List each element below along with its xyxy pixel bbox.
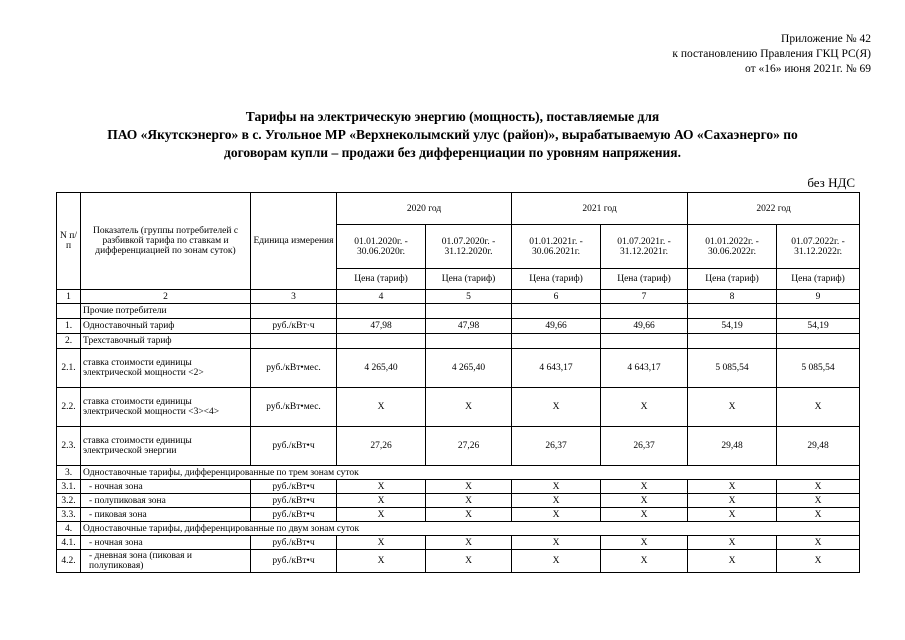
row-number: 2.2. xyxy=(57,388,81,427)
row-name: - полупиковая зона xyxy=(81,494,251,508)
table-row xyxy=(57,536,860,550)
header-price: Цена (тариф) xyxy=(426,269,512,290)
vat-note: без НДС xyxy=(807,175,855,190)
row-value: X xyxy=(512,508,601,522)
title-line-2: ПАО «Якутскэнерго» в с. Угольное МР «Верхнеколымский улус (район)», вырабатываемую АО «Сахаэнерго» по xyxy=(107,127,798,142)
table-row xyxy=(57,550,860,573)
header-price: Цена (тариф) xyxy=(601,269,688,290)
row-unit: руб./кВт•ч xyxy=(251,536,337,550)
row-value: X xyxy=(426,508,512,522)
row-value: X xyxy=(688,550,777,573)
row-unit: руб./кВт•мес. xyxy=(251,388,337,427)
row-value: X xyxy=(777,480,860,494)
row-value: X xyxy=(337,388,426,427)
header-unit: Единица измерения xyxy=(251,193,337,290)
row-value: 54,19 xyxy=(688,319,777,334)
row-value: X xyxy=(512,536,601,550)
col-number: 5 xyxy=(426,290,512,304)
col-number: 7 xyxy=(601,290,688,304)
header-period: 01.01.2021г. - 30.06.2021г. xyxy=(512,225,601,269)
col-number: 8 xyxy=(688,290,777,304)
col-number: 6 xyxy=(512,290,601,304)
header-row-years xyxy=(57,193,860,225)
row-value: 26,37 xyxy=(512,427,601,466)
row-value: X xyxy=(601,480,688,494)
row-value: 26,37 xyxy=(601,427,688,466)
row-value: 4 265,40 xyxy=(426,349,512,388)
title-line-1: Тарифы на электрическую энергию (мощность), поставляемые для xyxy=(245,109,660,124)
row-value: X xyxy=(512,388,601,427)
table-row xyxy=(57,319,860,334)
row-value: X xyxy=(601,508,688,522)
col-number: 4 xyxy=(337,290,426,304)
header-period: 01.01.2022г. - 30.06.2022г. xyxy=(688,225,777,269)
row-number: 3.2. xyxy=(57,494,81,508)
row-value: X xyxy=(688,494,777,508)
table-row xyxy=(57,480,860,494)
table-row xyxy=(57,427,860,466)
row-value: 29,48 xyxy=(777,427,860,466)
row-value: 49,66 xyxy=(601,319,688,334)
row-unit: руб./кВт•ч xyxy=(251,508,337,522)
row-name: - пиковая зона xyxy=(81,508,251,522)
row-value: 29,48 xyxy=(688,427,777,466)
document-title xyxy=(40,108,865,162)
table-row xyxy=(57,334,860,349)
section-label: Прочие потребители xyxy=(81,304,251,319)
row-value: X xyxy=(777,550,860,573)
row-unit: руб./кВт•ч xyxy=(251,480,337,494)
row-number: 1. xyxy=(57,319,81,334)
appendix-number: Приложение № 42 xyxy=(781,33,871,45)
row-number: 2.1. xyxy=(57,349,81,388)
row-name: ставка стоимости единицы электрической энергии xyxy=(81,427,251,466)
header-price: Цена (тариф) xyxy=(688,269,777,290)
title-line-3: договорам купли – продажи без дифференциации по уровням напряжения. xyxy=(224,145,681,160)
col-number: 3 xyxy=(251,290,337,304)
table-row xyxy=(57,349,860,388)
header-period: 01.07.2020г. - 31.12.2020г. xyxy=(426,225,512,269)
row-value: 5 085,54 xyxy=(777,349,860,388)
row-number: 3. xyxy=(57,466,81,480)
row-number: 4.1. xyxy=(57,536,81,550)
appendix-date: от «16» июня 2021г. № 69 xyxy=(745,63,871,75)
row-value: 27,26 xyxy=(337,427,426,466)
row-value: X xyxy=(688,388,777,427)
row-number: 4.2. xyxy=(57,550,81,573)
row-value: X xyxy=(426,494,512,508)
header-indicator: Показатель (группы потребителей с разбивкой тарифа по ставкам и дифференциацией по зонам суток) xyxy=(81,193,251,290)
row-value: X xyxy=(426,550,512,573)
row-name: ставка стоимости единицы электрической мощности <2> xyxy=(81,349,251,388)
row-value: X xyxy=(426,388,512,427)
row-value: X xyxy=(512,494,601,508)
row-value: X xyxy=(688,480,777,494)
header-price: Цена (тариф) xyxy=(512,269,601,290)
row-value: X xyxy=(777,388,860,427)
tariff-table xyxy=(56,192,860,573)
row-value: X xyxy=(601,536,688,550)
row-name: Одноставочные тарифы, дифференцированные по двум зонам суток xyxy=(81,522,860,536)
row-number: 4. xyxy=(57,522,81,536)
row-value: 4 265,40 xyxy=(337,349,426,388)
header-period: 01.07.2022г. - 31.12.2022г. xyxy=(777,225,860,269)
row-name: - ночная зона xyxy=(81,480,251,494)
header-year-2022: 2022 год xyxy=(688,193,860,225)
row-value: 4 643,17 xyxy=(601,349,688,388)
table-row xyxy=(57,522,860,536)
table-row xyxy=(57,466,860,480)
row-value: X xyxy=(512,480,601,494)
col-number: 1 xyxy=(57,290,81,304)
row-name: - ночная зона xyxy=(81,536,251,550)
row-value: 5 085,54 xyxy=(688,349,777,388)
header-price: Цена (тариф) xyxy=(777,269,860,290)
row-unit: руб./кВт•мес. xyxy=(251,349,337,388)
table-row xyxy=(57,508,860,522)
appendix-header xyxy=(672,32,871,77)
row-value: X xyxy=(512,550,601,573)
row-value: X xyxy=(426,480,512,494)
row-value: X xyxy=(601,494,688,508)
row-unit: руб./кВт•ч xyxy=(251,550,337,573)
table-row xyxy=(57,388,860,427)
header-period: 01.07.2021г. - 31.12.2021г. xyxy=(601,225,688,269)
row-number: 3.3. xyxy=(57,508,81,522)
col-number: 2 xyxy=(81,290,251,304)
row-unit: руб./кВт•ч xyxy=(251,494,337,508)
row-value: X xyxy=(337,550,426,573)
row-name: ставка стоимости единицы электрической мощности <3><4> xyxy=(81,388,251,427)
row-name: Одноставочный тариф xyxy=(81,319,251,334)
row-value: X xyxy=(337,480,426,494)
row-value: 4 643,17 xyxy=(512,349,601,388)
row-value: 47,98 xyxy=(426,319,512,334)
row-number: 2. xyxy=(57,334,81,349)
row-unit: руб./кВт•ч xyxy=(251,427,337,466)
col-number: 9 xyxy=(777,290,860,304)
row-value: 27,26 xyxy=(426,427,512,466)
header-period: 01.01.2020г. - 30.06.2020г. xyxy=(337,225,426,269)
row-value: X xyxy=(337,494,426,508)
header-year-2021: 2021 год xyxy=(512,193,688,225)
table-row xyxy=(57,494,860,508)
row-value: X xyxy=(688,508,777,522)
header-n: N п/п xyxy=(57,193,81,290)
row-value: X xyxy=(601,388,688,427)
section-row-other-consumers xyxy=(57,304,860,319)
row-value: X xyxy=(777,536,860,550)
row-value: X xyxy=(601,550,688,573)
row-name: - дневная зона (пиковая и полупиковая) xyxy=(81,550,251,573)
row-value: X xyxy=(777,494,860,508)
row-value: X xyxy=(337,508,426,522)
row-value: X xyxy=(426,536,512,550)
row-value: X xyxy=(688,536,777,550)
row-name: Трехставочный тариф xyxy=(81,334,251,349)
row-value: 54,19 xyxy=(777,319,860,334)
row-value: 49,66 xyxy=(512,319,601,334)
row-value: 47,98 xyxy=(337,319,426,334)
row-value: X xyxy=(777,508,860,522)
row-number: 3.1. xyxy=(57,480,81,494)
row-name: Одноставочные тарифы, дифференцированные по трем зонам суток xyxy=(81,466,860,480)
row-unit: руб./кВт·ч xyxy=(251,319,337,334)
header-year-2020: 2020 год xyxy=(337,193,512,225)
appendix-resolution: к постановлению Правления ГКЦ РС(Я) xyxy=(672,48,871,60)
column-number-row xyxy=(57,290,860,304)
row-number: 2.3. xyxy=(57,427,81,466)
row-value: X xyxy=(337,536,426,550)
header-price: Цена (тариф) xyxy=(337,269,426,290)
